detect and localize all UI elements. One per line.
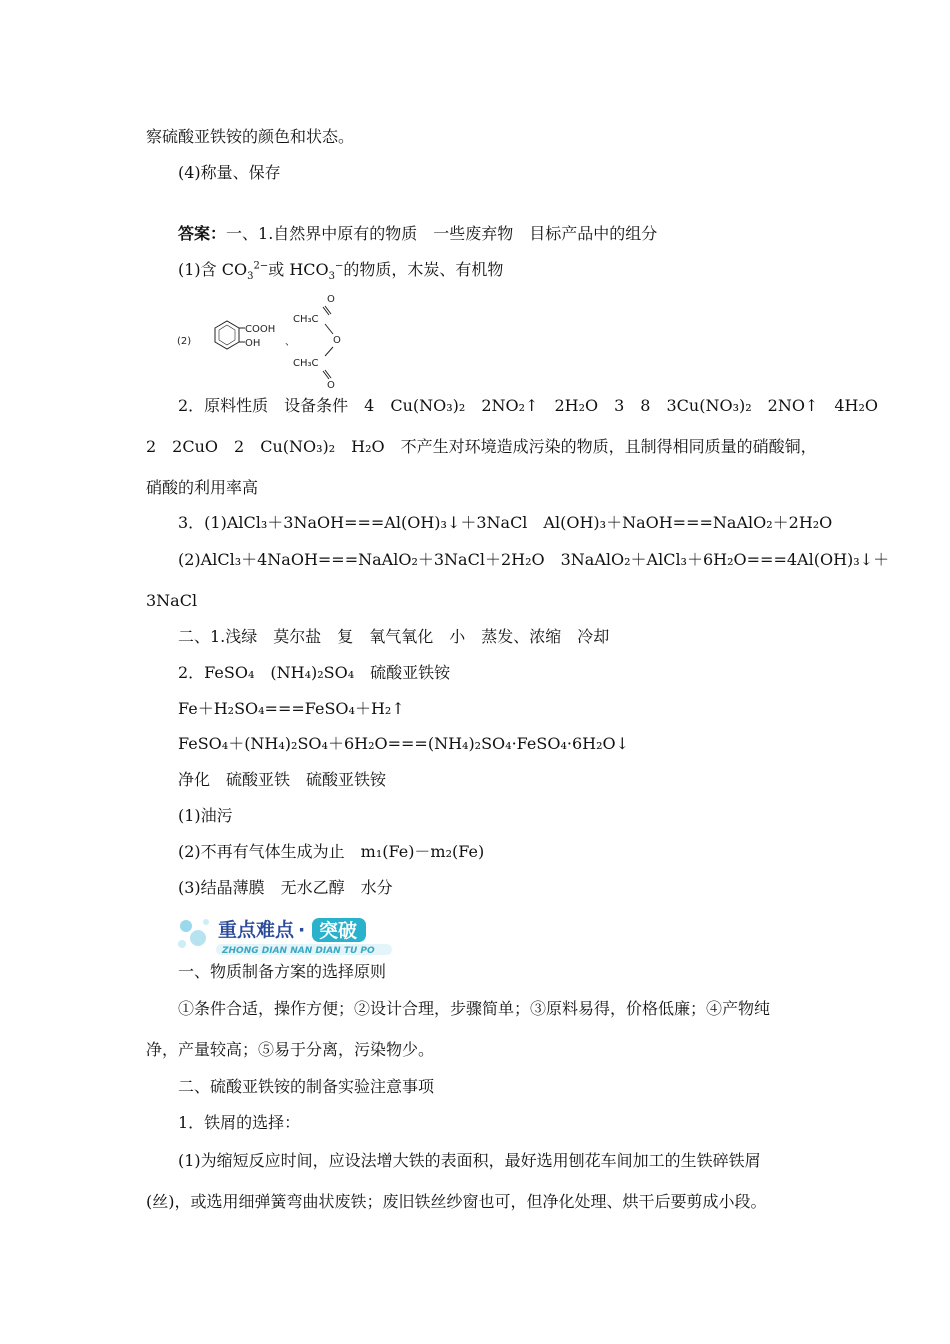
text-line: (2)不再有气体生成为止 m₁(Fe)－m₂(Fe) [178,842,485,861]
separator: 、 [285,337,295,348]
text-line: 硝酸的利用率高 [146,478,259,497]
text-line: 3．(1)AlCl₃＋3NaOH===Al(OH)₃↓＋3NaCl Al(OH)₃＋NaOH===NaAlO₂＋2H₂O [178,513,833,532]
oxygen-top: O [327,294,335,305]
text-line: 二、1.浅绿 莫尔盐 复 氧气氧化 小 蒸发、浓缩 冷却 [178,627,610,646]
text-line: (1)油污 [178,806,233,825]
section-banner [172,910,402,960]
banner-dot: · [298,919,306,941]
answer-text: 一、1.自然界中原有的物质 一些废弃物 目标产品中的组分 [226,224,658,243]
section-heading: 一、物质制备方案的选择原则 [178,962,387,981]
text-line: (2)AlCl₃＋4NaOH===NaAlO₂＋3NaCl＋2H₂O 3NaAlO₂＋AlCl₃＋6H₂O===4Al(OH)₃↓＋ [178,550,890,569]
bubble-icon [180,920,192,932]
text-line: (1)为缩短反应时间，应设法增大铁的表面积，最好选用刨花车间加工的生铁碎铁屑 [178,1151,761,1170]
acetyl-top: CH₃C [293,314,319,325]
oxygen-bridge: O [333,335,341,346]
text-line: (4)称量、保存 [178,163,281,182]
text-line: FeSO₄＋(NH₄)₂SO₄＋6H₂O===(NH₄)₂SO₄·FeSO₄·6H₂O↓ [178,734,630,753]
structure-label: (2) [177,336,192,347]
text-line: 3NaCl [146,591,198,610]
section-heading: 二、硫酸亚铁铵的制备实验注意事项 [178,1077,435,1096]
oxygen-bottom: O [327,380,335,390]
text-line: (丝)，或选用细弹簧弯曲状废铁；废旧铁丝纱窗也可，但净化处理、烘干后要剪成小段。 [146,1192,767,1211]
banner-pinyin: ZHONG DIAN NAN DIAN TU PO [222,946,375,956]
text-line: ①条件合适，操作方便；②设计合理，步骤简单；③原料易得，价格低廉；④产物纯 [178,999,771,1018]
text-line: 察硫酸亚铁铵的颜色和状态。 [146,127,355,146]
text-line: Fe＋H₂SO₄===FeSO₄＋H₂↑ [178,699,405,718]
banner-title: 重点难点 [218,919,295,941]
banner-highlight: 突破 [319,920,358,942]
text-line: (1)含 $CO_3^{2-}$或 $HCO_3^-$的物质，木炭、有机物 [178,260,504,283]
text-line: 净，产量较高；⑤易于分离，污染物少。 [146,1040,435,1059]
text-line: 2．原料性质 设备条件 4 Cu(NO₃)₂ 2NO₂↑ 2H₂O 3 8 3Cu(NO₃)₂ 2NO↑ 4H₂O [178,396,879,415]
answer-label: 答案： [178,224,227,243]
text-line: 净化 硫酸亚铁 硫酸亚铁铵 [178,770,387,789]
text-line: 2 2CuO 2 Cu(NO₃)₂ H₂O 不产生对环境造成污染的物质，且制得相同质量的硝酸铜， [146,437,817,456]
text-line: 1．铁屑的选择： [178,1113,301,1132]
answer-heading [178,224,657,244]
structural-formulas [175,290,375,390]
text-line: (3)结晶薄膜 无水乙醇 水分 [178,878,393,897]
cooh-group: COOH [245,324,276,335]
acetyl-bottom: CH₃C [293,358,319,369]
oh-group: OH [245,338,261,349]
text-line: 2．FeSO₄ (NH₄)₂SO₄ 硫酸亚铁铵 [178,663,451,682]
